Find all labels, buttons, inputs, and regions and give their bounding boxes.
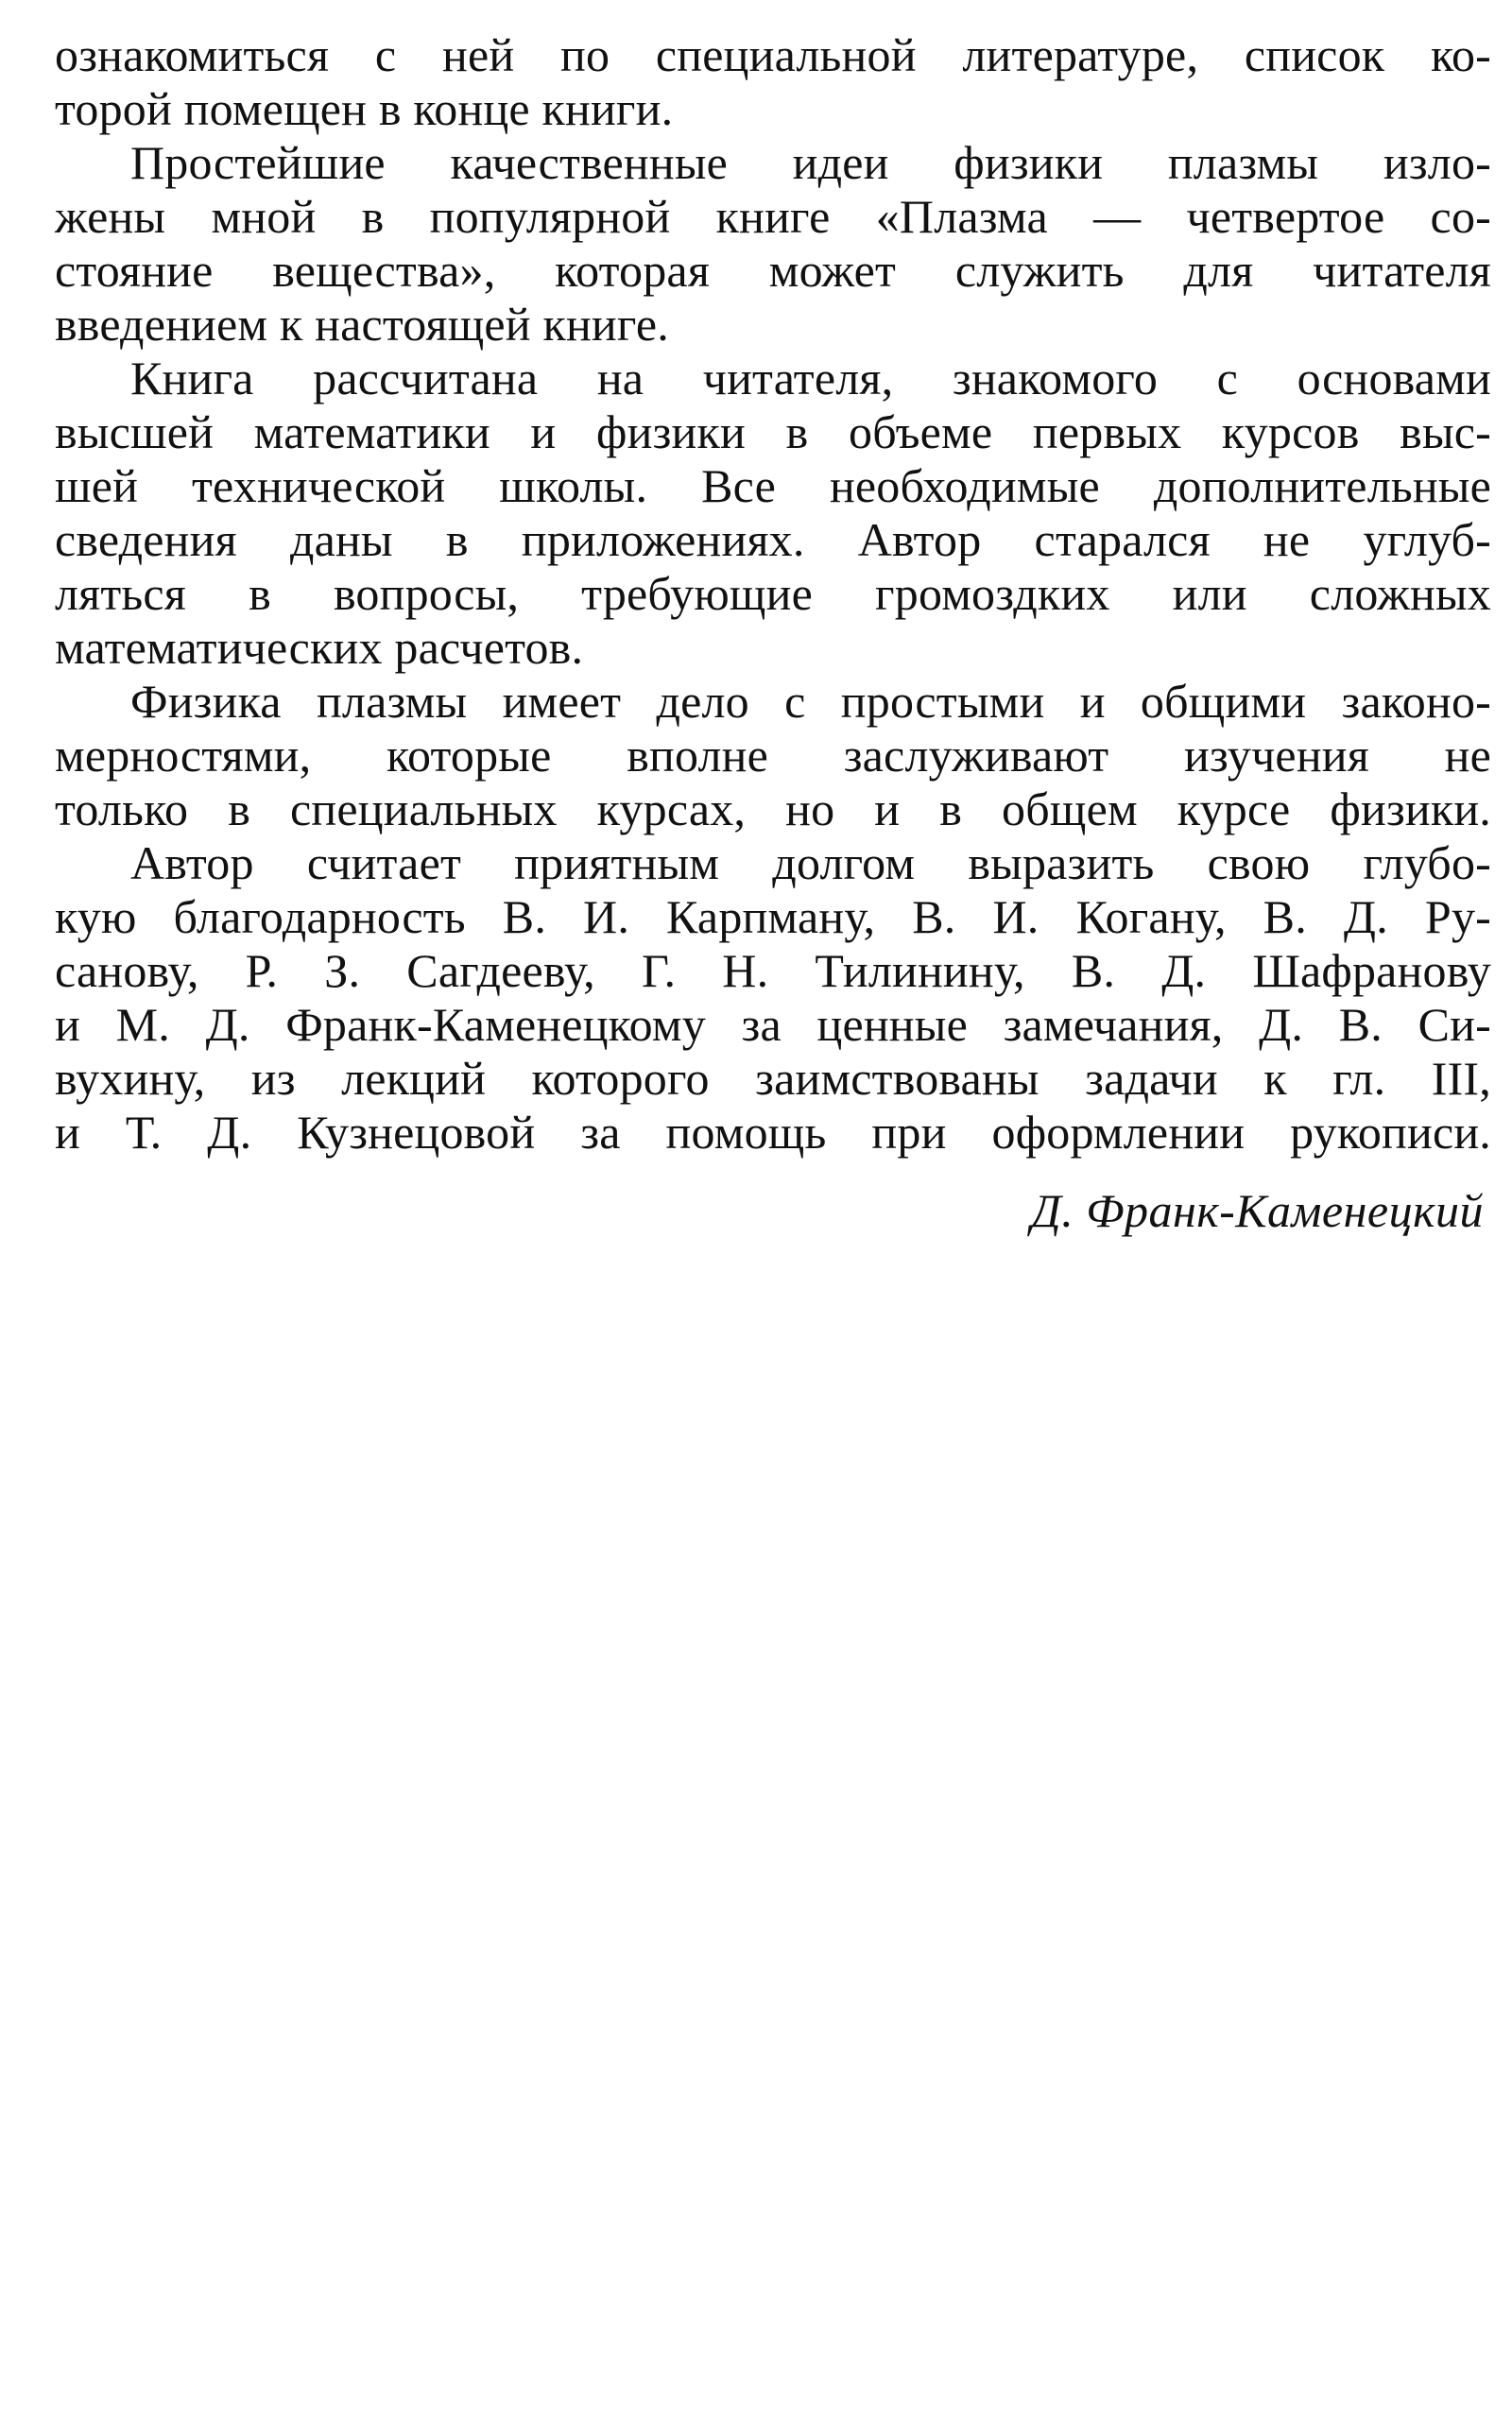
text-line: торой помещен в конце книги. — [55, 82, 674, 135]
paragraph-4 — [55, 675, 1491, 836]
author-signature: Д. Франк-Каменецкий — [1030, 1184, 1484, 1237]
text-line: сведения даны в приложениях. Автор старался не углуб- — [55, 513, 1491, 566]
text-line: введением к настоящей книге. — [55, 298, 670, 351]
text-line: ляться в вопросы, требующие громоздких или сложных — [55, 567, 1491, 620]
text-line: жены мной в популярной книге «Плазма — четвертое со- — [55, 190, 1491, 243]
paragraph-5 — [55, 836, 1491, 1160]
text-line: и Т. Д. Кузнецовой за помощь при оформлении рукописи. — [55, 1106, 1491, 1159]
text-line: санову, Р. З. Сагдееву, Г. Н. Тилинину, В. Д. Шафранову — [55, 944, 1491, 997]
paragraph-3 — [55, 352, 1491, 675]
text-line: математических расчетов. — [55, 621, 584, 674]
paragraph-1 — [55, 28, 1491, 136]
text-line: шей технической школы. Все необходимые дополнительные — [55, 459, 1491, 512]
text-line: высшей математики и физики в объеме первых курсов выс- — [55, 405, 1491, 458]
text-line: и М. Д. Франк-Каменецкому за ценные замечания, Д. В. Си- — [55, 998, 1491, 1051]
paragraph-2 — [55, 136, 1491, 352]
text-line: Книга рассчитана на читателя, знакомого с основами — [130, 352, 1491, 404]
text-line: только в специальных курсах, но и в общем курсе физики. — [55, 782, 1491, 835]
text-line: стояние вещества», которая может служить для читателя — [55, 244, 1491, 297]
text-line: кую благодарность В. И. Карпману, В. И. Когану, В. Д. Ру- — [55, 890, 1491, 943]
text-line: мерностями, которые вполне заслуживают изучения не — [55, 729, 1491, 782]
text-line: Физика плазмы имеет дело с простыми и общими законо- — [130, 675, 1491, 728]
text-line: Простейшие качественные идеи физики плазмы изло- — [130, 136, 1491, 189]
text-line: вухину, из лекций которого заимствованы задачи к гл. III, — [55, 1052, 1491, 1105]
text-line: Автор считает приятным долгом выразить свою глубо- — [130, 836, 1491, 889]
document-page — [55, 28, 1491, 1238]
text-line: ознакомиться с ней по специальной литературе, список ко- — [55, 28, 1491, 81]
